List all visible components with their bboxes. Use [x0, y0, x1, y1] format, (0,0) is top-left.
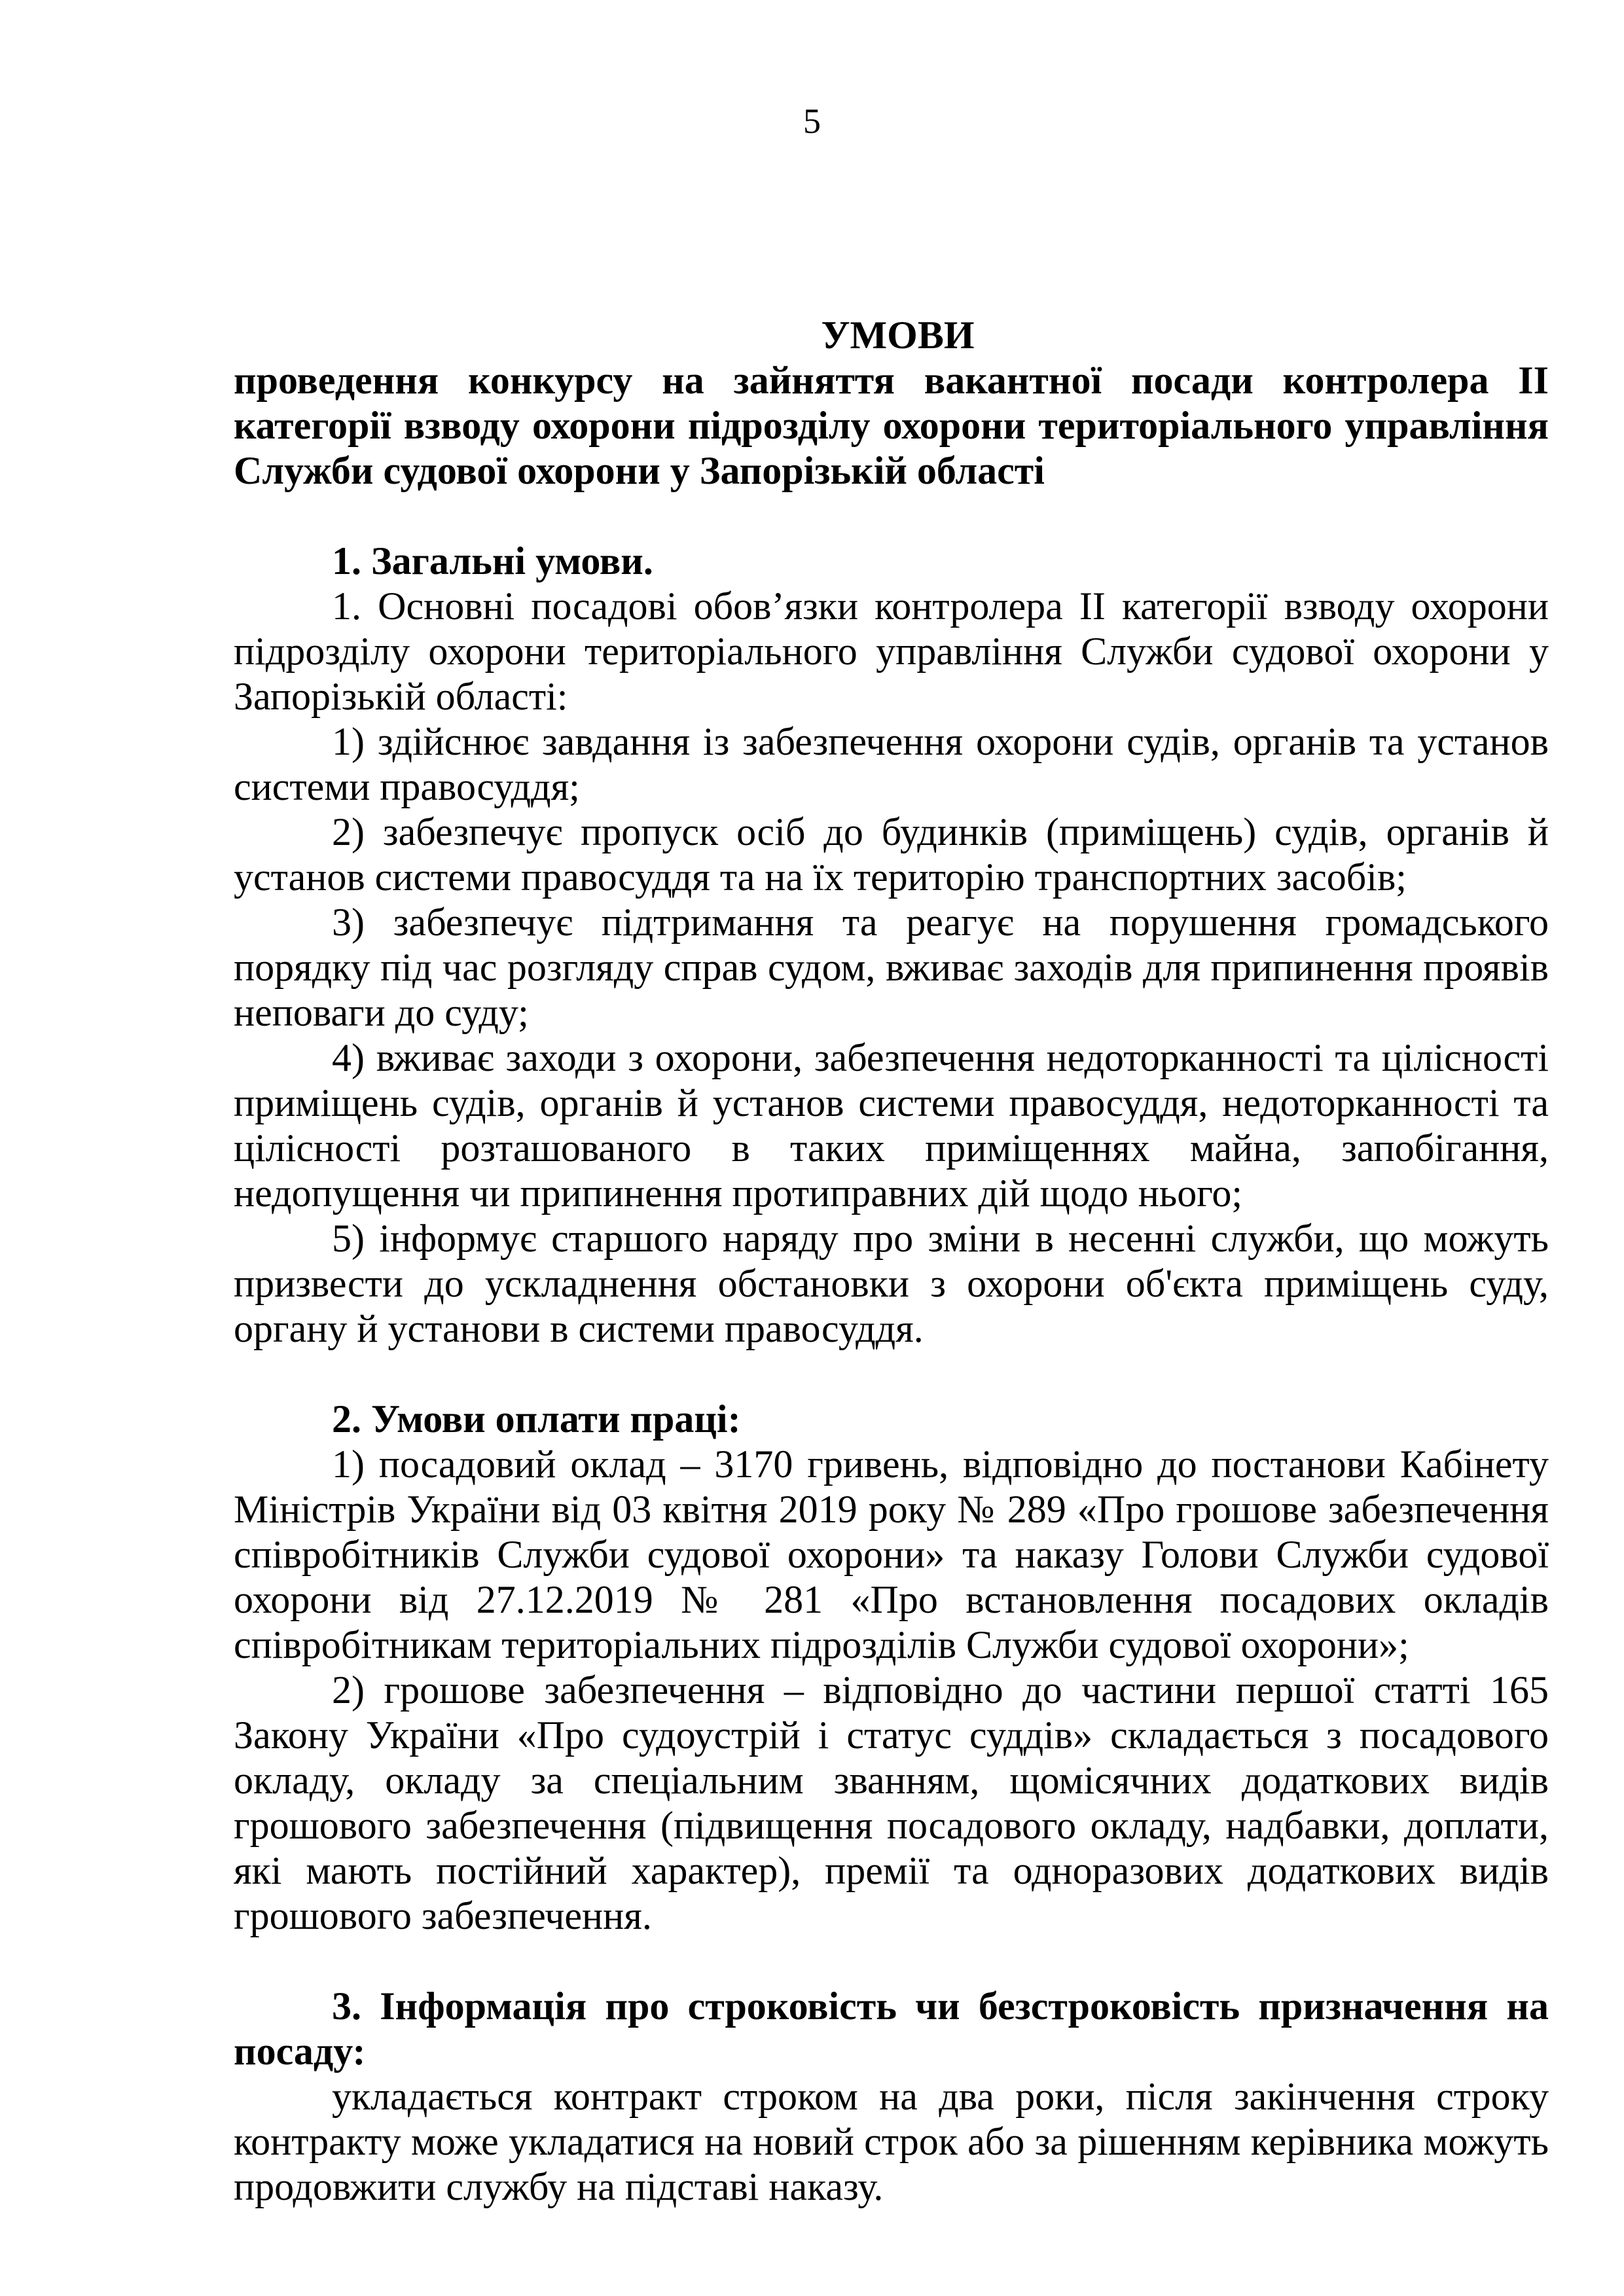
- paragraph: 5) інформує старшого наряду про зміни в несенні служби, що можуть призвести до ускладнення обстановки з охорони об'єкта приміщень суду, органу й установи в системи правосуддя.: [234, 1217, 1549, 1350]
- document-title: УМОВИ: [821, 314, 975, 357]
- paragraph: 3) забезпечує підтримання та реагує на порушення громадського порядку під час розгляду справ судом, вживає заходів для припинення проявів неповаги до суду;: [234, 901, 1549, 1034]
- document-body: [234, 313, 1549, 2210]
- document-subtitle: проведення конкурсу на зайняття вакантної посади контролера ІІ категорії взводу охорони підрозділу охорони територіального управління Служби судової охорони у Запорізькій області: [234, 359, 1549, 492]
- spacer: [234, 493, 1549, 539]
- section-heading: 3. Інформація про строковість чи безстроковість призначення на посаду:: [234, 1984, 1549, 2073]
- paragraph: укладається контракт строком на два роки, після закінчення строку контракту може укладатися на новий строк або за рішенням керівника можуть продовжити службу на підставі наказу.: [234, 2075, 1549, 2208]
- section-heading: 2. Умови оплати праці:: [332, 1397, 741, 1441]
- section-appointment-term: [234, 1984, 1549, 2210]
- paragraph: 2) грошове забезпечення – відповідно до частини першої статті 165 Закону України «Про судоустрій і статус суддів» складається з посадового окладу, окладу за спеціальним званням, щомісячних додаткових видів грошового забезпечення (підвищення посадового окладу, надбавки, доплати, які мають постійний характер), премії та одноразових додаткових видів грошового забезпечення.: [234, 1668, 1549, 1937]
- paragraph: 2) забезпечує пропуск осіб до будинків (приміщень) судів, органів й установ системи правосуддя та на їх територію транспортних засобів;: [234, 810, 1549, 899]
- paragraph: 4) вживає заходи з охорони, забезпечення недоторканності та цілісності приміщень судів, органів й установ системи правосуддя, недоторканності та цілісності розташованого в таких приміщеннях майна, запобігання, недопущення чи припинення протиправних дій щодо нього;: [234, 1036, 1549, 1215]
- paragraph: 1) посадовий оклад – 3170 гривень, відповідно до постанови Кабінету Міністрів України від 03 квітня 2019 року № 289 «Про грошове забезпечення співробітників Служби судової охорони» та наказу Голови Служби судової охорони від 27.12.2019 № 281 «Про встановлення посадових окладів співробітникам територіальних підрозділів Служби судової охорони»;: [234, 1443, 1549, 1666]
- paragraph: 1) здійснює завдання із забезпечення охорони судів, органів та установ системи правосуддя;: [234, 720, 1549, 808]
- paragraph: 1. Основні посадові обов’язки контролера ІІ категорії взводу охорони підрозділу охорони територіального управління Служби судової охорони у Запорізькій області:: [234, 584, 1549, 718]
- section-heading: 1. Загальні умови.: [332, 539, 653, 583]
- section-pay-conditions: [234, 1397, 1549, 1939]
- spacer: [234, 1352, 1549, 1397]
- spacer: [234, 1939, 1549, 1984]
- page-number: 5: [803, 101, 821, 141]
- section-general-conditions: [234, 539, 1549, 1352]
